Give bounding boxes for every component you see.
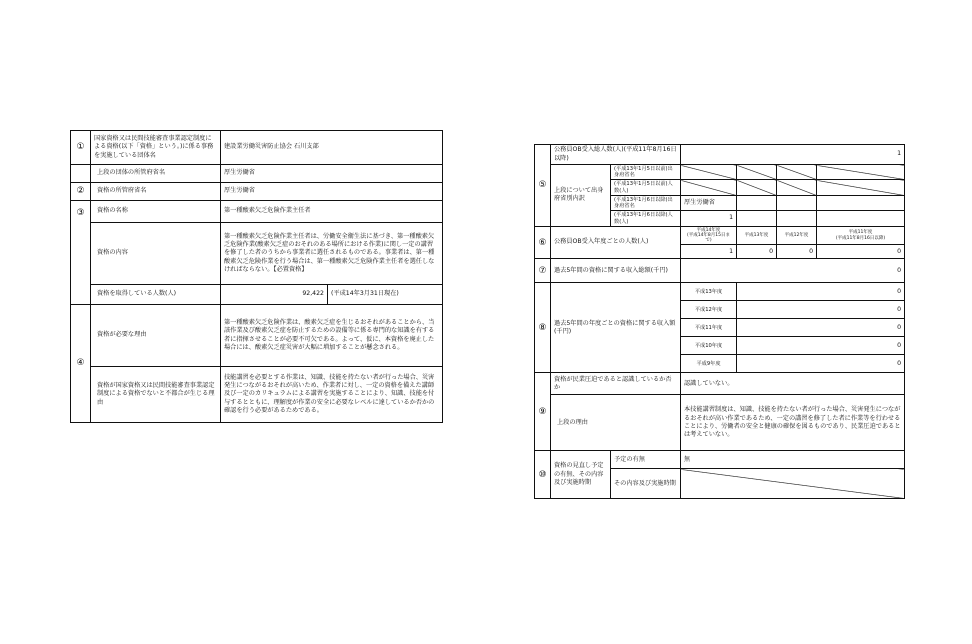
income-year-1: 平成13年度 (681, 283, 737, 301)
yearly-value-1: 1 (681, 245, 737, 259)
slash-cell (681, 180, 737, 195)
year-note-4: (平成11年8月16日以降) (835, 235, 886, 241)
ob-sub-3: (平成13年1月6日以降)出身府省名 (611, 195, 681, 210)
income-year-3: 平成11年度 (681, 319, 737, 337)
row-number-2: ② (71, 183, 91, 201)
income-value-4: 0 (737, 337, 905, 355)
income-year-2: 平成12年度 (681, 301, 737, 319)
ob-total-label: 公務員OB受入総人数(人)(平成11年8月16日以降) (551, 145, 681, 165)
plan-value: 無 (681, 451, 905, 469)
year-3: 平成12年度 (777, 226, 817, 245)
right-table (534, 144, 905, 499)
slash-cell (737, 165, 777, 180)
year-4: 平成11年度 (848, 230, 873, 236)
row-number-10: ⑩ (535, 451, 551, 499)
income-total-label: 過去5年間の資格に関する収入総額(千円) (551, 259, 681, 283)
year-2: 平成13年度 (737, 226, 777, 245)
slash-cell (777, 180, 817, 195)
row-number-5: ⑤ (535, 145, 551, 227)
slash-cell (681, 165, 737, 180)
yearly-value-3: 0 (777, 245, 817, 259)
row-number-8: ⑧ (535, 283, 551, 373)
row-number-blank (71, 165, 91, 183)
qual-name-label: 資格の名称 (91, 201, 221, 223)
year-note-1: (平成14年8月15日まで) (686, 233, 731, 244)
slash-cell (737, 180, 777, 195)
empty-cell (817, 195, 905, 210)
ob-total-value: 1 (681, 145, 905, 165)
row-number-1: ① (71, 131, 91, 165)
left-page (70, 130, 442, 423)
row-number-3: ③ (71, 201, 91, 305)
plan-label: 予定の有無 (611, 451, 681, 469)
inconvenience-label: 資格が国家資格又は民間技能審査事業認定制度による資格でないと不都合が生じる理由 (91, 367, 221, 423)
pressure-label: 資格が民業圧迫であると認識しているか否か (551, 373, 681, 395)
org-ministry-label: 上段の団体の所管府省名 (91, 165, 221, 183)
left-table (70, 130, 443, 423)
yearly-value-4: 0 (817, 245, 905, 259)
ob-sub-1: (平成13年1月5日以前)出身府省名 (611, 165, 681, 180)
row-number-9: ⑨ (535, 373, 551, 451)
detail-value-empty (681, 469, 905, 499)
year-head-4 (817, 226, 905, 245)
detail-label: その内容及び実施時期 (611, 469, 681, 499)
year-1: 平成14年度 (696, 227, 721, 233)
row-number-4: ④ (71, 305, 91, 423)
income-yearly-label: 過去5年間の年度ごとの資格に関する収入額(千円) (551, 283, 681, 373)
review-label: 資格の見直し予定の有無、その内容及び実施時期 (551, 451, 611, 499)
need-reason-label: 資格が必要な理由 (91, 305, 221, 367)
slash-cell (817, 165, 905, 180)
row-number-7: ⑦ (535, 259, 551, 283)
qual-content-value: 第一種酸素欠乏危険作業主任者は、労働安全衛生法に基づき、第一種酸素欠乏危険作業(酸素欠乏症のおそれのある場所における作業)に関し一定の講習を修了した者のうちから事業者に選任されるものである。事業者は、第一種酸素欠乏危険作業を行う場合は、第一種酸素欠乏危険作業主任者を選任しなければならない。【必置資格】 (221, 223, 443, 285)
inconvenience-value: 技能講習を必要とする作業は、知識、技能を持たない者が行った場合、災害発生につながるおそれが高いため、作業者に対し、一定の資格を備えた講師及び一定のカリキュラムによる講習を実施することにより、知識、技能を付与するとともに、理解度が作業の安全に必要なレベルに達しているか否かの確認を行う必要があるためである。 (221, 367, 443, 423)
yearly-value-2: 0 (737, 245, 777, 259)
slash-cell (817, 180, 905, 195)
pressure-reason-value: 本技能講習制度は、知識、技能を持たない者が行った場合、災害発生につながるおそれが高い作業であるため、一定の講習を修了した者に作業等を行わせることにより、労働者の安全と健康の確保を図るものであり、民業圧迫であるとは考えていない。 (681, 395, 905, 451)
income-year-5: 平成9年度 (681, 355, 737, 373)
holders-note: (平成14年3月31日現在) (328, 285, 443, 305)
income-total-value: 0 (681, 259, 905, 283)
right-page (534, 144, 904, 499)
org-value: 建設業労働災害防止協会 石川支部 (221, 131, 443, 165)
empty-cell (817, 211, 905, 226)
org-ministry-value: 厚生労働省 (221, 165, 443, 183)
org-label: 国家資格又は民間技能審査事業認定制度による資格(以下「資格」という。)に係る事務を実施している団体名 (91, 131, 221, 165)
qual-ministry-label: 資格の所管府省名 (91, 183, 221, 201)
income-value-2: 0 (737, 301, 905, 319)
empty-cell (777, 195, 817, 210)
qual-content-label: 資格の内容 (91, 223, 221, 285)
row-number-6: ⑥ (535, 226, 551, 259)
ob-sub-4: (平成13年1月6日以降)人数(人) (611, 211, 681, 226)
income-value-5: 0 (737, 355, 905, 373)
ob-count-value: 1 (681, 211, 737, 226)
pressure-value: 認識していない。 (681, 373, 905, 395)
empty-cell (737, 195, 777, 210)
income-year-4: 平成10年度 (681, 337, 737, 355)
ob-ministry-value: 厚生労働省 (681, 195, 737, 210)
holders-label: 資格を取得している人数(人) (91, 285, 221, 305)
pressure-reason-label: 上段の理由 (551, 395, 681, 451)
need-reason-value: 第一種酸素欠乏危険作業は、酸素欠乏症を生じるおそれがあることから、当該作業及び酸素欠乏症を防止するための設備等に係る専門的な知識を有する者に指揮させることが必要不可欠である。よって、仮に、本資格を廃止した場合には、酸素欠乏症災害が大幅に増加することが懸念される。 (221, 305, 443, 367)
ob-breakdown-label: 上段について出身府省別内訳 (551, 165, 611, 227)
slash-cell (777, 165, 817, 180)
income-value-3: 0 (737, 319, 905, 337)
holders-value: 92,422 (221, 285, 328, 305)
ob-sub-2: (平成13年1月5日以前)人数(人) (611, 180, 681, 195)
qual-ministry-value: 厚生労働省 (221, 183, 443, 201)
income-value-1: 0 (737, 283, 905, 301)
empty-cell (737, 211, 777, 226)
year-head-1 (681, 226, 737, 245)
empty-cell (777, 211, 817, 226)
ob-yearly-label: 公務員OB受入年度ごとの人数(人) (551, 226, 681, 259)
qual-name-value: 第一種酸素欠乏危険作業主任者 (221, 201, 443, 223)
